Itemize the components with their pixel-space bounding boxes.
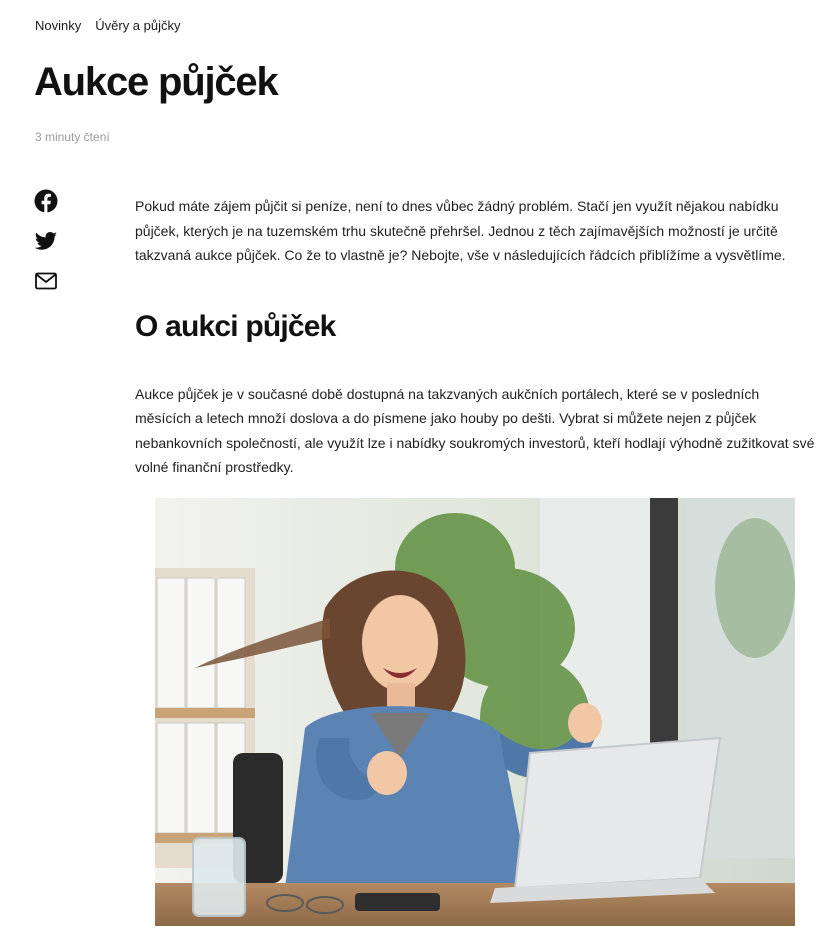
section-heading: O aukci půjček [135,309,336,343]
facebook-icon[interactable] [34,189,58,213]
breadcrumb-item-news[interactable]: Novinky [35,18,82,33]
article-body [135,194,815,480]
section-paragraph: Aukce půjček je v současné době dostupná na takzvaných aukčních portálech, které se v posledních měsících a letech množí doslova a do písmene jako houby po dešti. Vybrat si můžete nejen z půjček nebankovních společností, ale využít lze i nabídky soukromých investorů, kteří hodlají výhodně zužitkovat své volné finanční prostředky. [135,385,815,475]
breadcrumb [35,18,181,33]
mail-icon[interactable] [34,269,58,293]
intro-paragraph: Pokud máte zájem půjčit si peníze, není to dnes vůbec žádný problém. Stačí jen využít nějakou nabídku půjček, kterých je na tuzemském trhu skutečně přehršel. Jednou z těch zajímavějších možností je určitě takzvaná aukce půjček. Co že to vlastně je? Nebojte, vše v následujících řádcích přiblížíme a vysvětlíme. [135,198,786,263]
share-buttons [34,189,58,293]
hero-image [155,498,795,926]
breadcrumb-item-loans[interactable]: Úvěry a půjčky [95,18,181,33]
read-time: 3 minuty čtení [35,130,110,144]
twitter-icon[interactable] [34,229,58,253]
page-title: Aukce půjček [34,60,278,104]
